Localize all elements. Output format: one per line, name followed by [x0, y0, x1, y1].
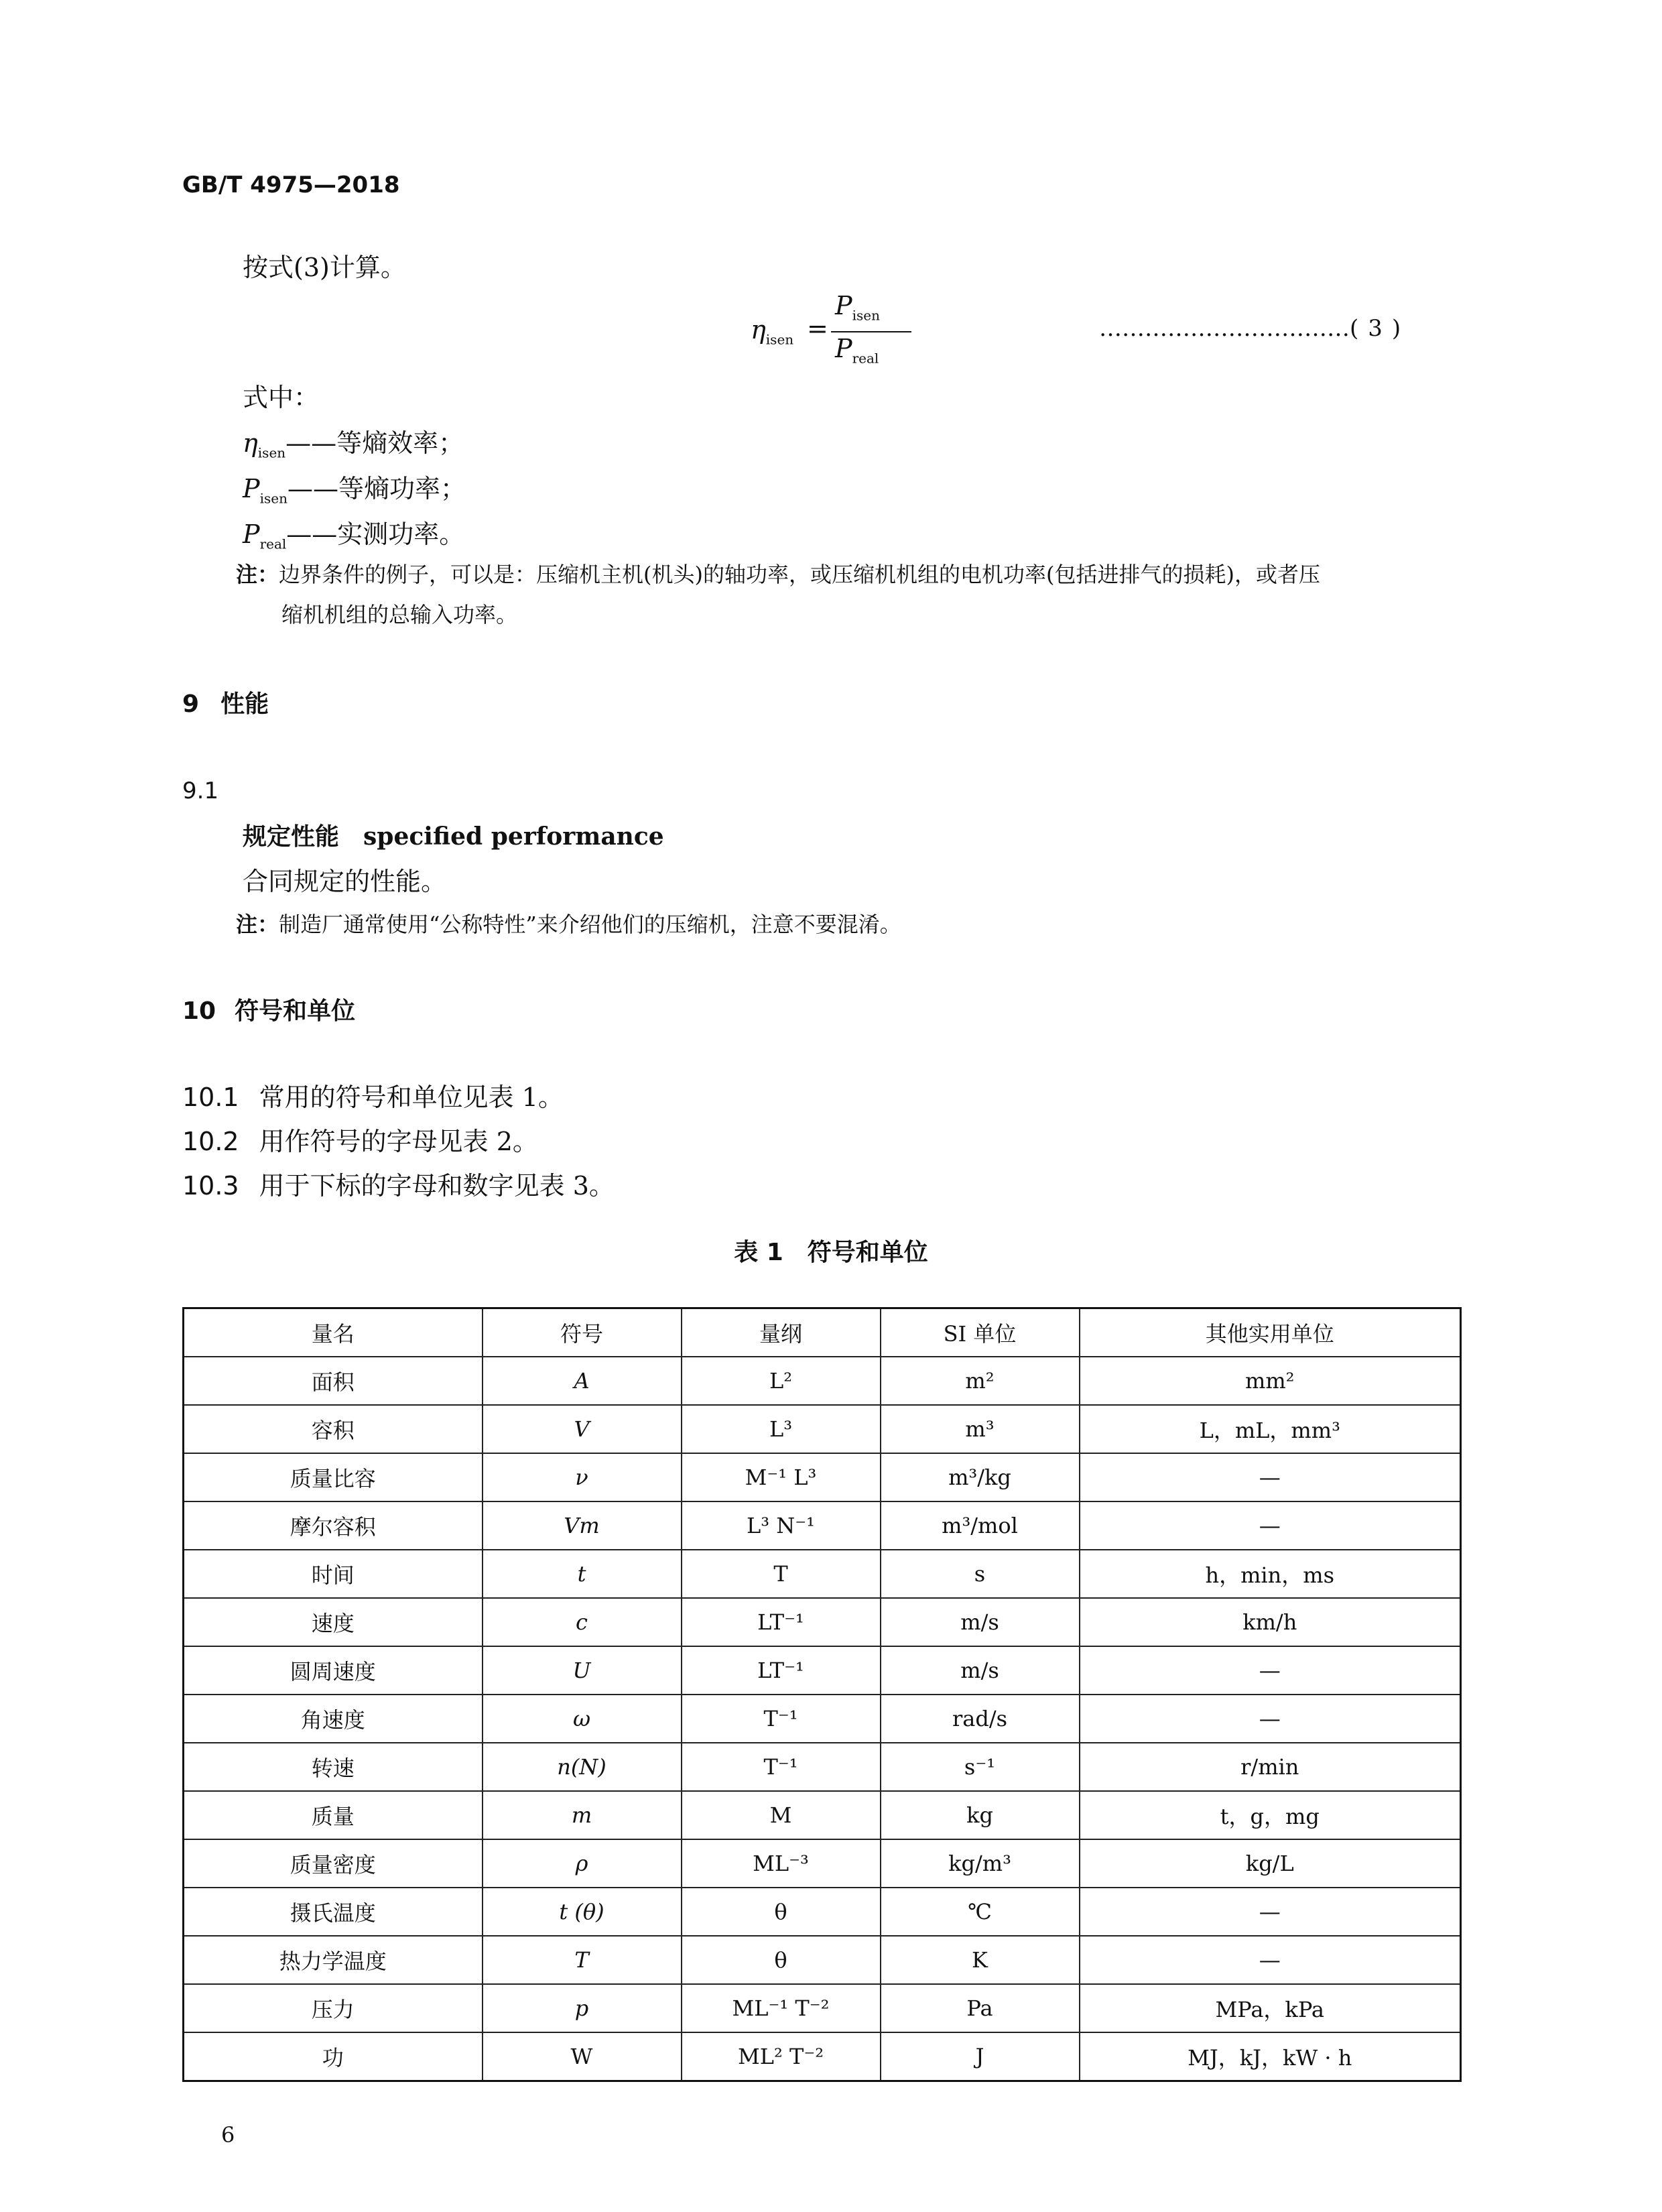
- cell-other-units: MPa，kPa: [1080, 1984, 1461, 2032]
- cell-symbol: n(N): [483, 1743, 682, 1791]
- cell-dimension: ML² T⁻²: [682, 2032, 881, 2081]
- cell-symbol: A: [483, 1357, 682, 1405]
- page-number: 6: [221, 2122, 235, 2148]
- cell-si-unit: m²: [881, 1357, 1080, 1405]
- cell-symbol: p: [483, 1984, 682, 2032]
- calc-text: 按式(3)计算。: [243, 253, 406, 282]
- where-heading: 式中：: [243, 383, 320, 412]
- cell-si-unit: m³/kg: [881, 1453, 1080, 1501]
- clause-9-1-number: 9.1: [182, 778, 219, 804]
- table-row: [184, 1550, 1461, 1598]
- table-1-caption: 表 1 符号和单位: [734, 1239, 928, 1266]
- where-item-real-power: $P_{real}——$实测功率。: [243, 519, 465, 552]
- cell-dimension: T: [682, 1550, 881, 1598]
- cell-other-units: km/h: [1080, 1598, 1461, 1646]
- cell-other-units: MJ，kJ，kW · h: [1080, 2032, 1461, 2081]
- header-other-units: 其他实用单位: [1080, 1308, 1461, 1357]
- table-row: [184, 1453, 1461, 1501]
- term-entry: 规定性能 specified performance: [243, 822, 664, 851]
- cell-symbol: ω: [483, 1695, 682, 1743]
- header-quantity: 量名: [184, 1308, 483, 1357]
- cell-si-unit: J: [881, 2032, 1080, 2081]
- cell-other-units: —: [1080, 1888, 1461, 1936]
- formula-equals: =: [807, 314, 828, 343]
- cell-dimension: L³: [682, 1405, 881, 1453]
- table-row: [184, 1501, 1461, 1550]
- cell-quantity: 角速度: [184, 1695, 483, 1743]
- cell-symbol: ν: [483, 1453, 682, 1501]
- cell-si-unit: m³: [881, 1405, 1080, 1453]
- equation-number: ……………………………( 3 ): [1099, 315, 1401, 342]
- cell-symbol: c: [483, 1598, 682, 1646]
- clause-10-3: 10.3 用于下标的字母和数字见表 3。: [182, 1171, 615, 1201]
- note-1: 注：边界条件的例子，可以是：压缩机主机(机头)的轴功率，或压缩机机组的电机功率(包括进排气的损耗)，或者压: [236, 562, 1320, 587]
- cell-other-units: h，min，ms: [1080, 1550, 1461, 1598]
- cell-dimension: θ: [682, 1888, 881, 1936]
- cell-quantity: 质量: [184, 1791, 483, 1839]
- cell-quantity: 摩尔容积: [184, 1501, 483, 1550]
- note-1-continued: 缩机机组的总输入功率。: [281, 602, 518, 627]
- cell-dimension: M⁻¹ L³: [682, 1453, 881, 1501]
- cell-si-unit: rad/s: [881, 1695, 1080, 1743]
- cell-dimension: ML⁻¹ T⁻²: [682, 1984, 881, 2032]
- table-row: [184, 1357, 1461, 1405]
- cell-si-unit: s: [881, 1550, 1080, 1598]
- formula-3: [751, 291, 898, 369]
- cell-other-units: mm²: [1080, 1357, 1461, 1405]
- formula-denominator: $P_{real}$: [835, 334, 879, 367]
- clause-10-2: 10.2 用作符号的字母见表 2。: [182, 1127, 538, 1156]
- table-row: [184, 1791, 1461, 1839]
- cell-si-unit: Pa: [881, 1984, 1080, 2032]
- cell-quantity: 圆周速度: [184, 1646, 483, 1695]
- cell-si-unit: m/s: [881, 1646, 1080, 1695]
- cell-si-unit: ℃: [881, 1888, 1080, 1936]
- cell-symbol: V: [483, 1405, 682, 1453]
- cell-quantity: 质量比容: [184, 1453, 483, 1501]
- cell-si-unit: m/s: [881, 1598, 1080, 1646]
- cell-quantity: 容积: [184, 1405, 483, 1453]
- table-row: [184, 1405, 1461, 1453]
- cell-si-unit: kg: [881, 1791, 1080, 1839]
- cell-dimension: LT⁻¹: [682, 1598, 881, 1646]
- cell-si-unit: s⁻¹: [881, 1743, 1080, 1791]
- cell-quantity: 功: [184, 2032, 483, 2081]
- cell-dimension: M: [682, 1791, 881, 1839]
- header-si-unit: SI 单位: [881, 1308, 1080, 1357]
- table-header-row: [184, 1308, 1461, 1357]
- table-row: [184, 1888, 1461, 1936]
- cell-dimension: L²: [682, 1357, 881, 1405]
- cell-symbol: U: [483, 1646, 682, 1695]
- table-row: [184, 1646, 1461, 1695]
- cell-quantity: 压力: [184, 1984, 483, 2032]
- cell-other-units: —: [1080, 1936, 1461, 1984]
- term-definition: 合同规定的性能。: [243, 867, 447, 896]
- table-body: [184, 1357, 1461, 2081]
- cell-symbol: t: [483, 1550, 682, 1598]
- cell-dimension: T⁻¹: [682, 1743, 881, 1791]
- cell-si-unit: kg/m³: [881, 1839, 1080, 1888]
- formula-lhs: $\eta_{isen}$: [751, 315, 794, 348]
- cell-symbol: t (θ): [483, 1888, 682, 1936]
- cell-symbol: ρ: [483, 1839, 682, 1888]
- table-row: [184, 2032, 1461, 2081]
- cell-si-unit: K: [881, 1936, 1080, 1984]
- cell-dimension: ML⁻³: [682, 1839, 881, 1888]
- header-dimension: 量纲: [682, 1308, 881, 1357]
- cell-other-units: kg/L: [1080, 1839, 1461, 1888]
- formula-numerator: $P_{isen}$: [835, 291, 880, 324]
- cell-other-units: —: [1080, 1695, 1461, 1743]
- cell-quantity: 速度: [184, 1598, 483, 1646]
- header-symbol: 符号: [483, 1308, 682, 1357]
- table-row: [184, 1743, 1461, 1791]
- section-9-heading: 9 性能: [182, 690, 269, 718]
- cell-other-units: r/min: [1080, 1743, 1461, 1791]
- cell-other-units: —: [1080, 1646, 1461, 1695]
- cell-quantity: 质量密度: [184, 1839, 483, 1888]
- cell-other-units: —: [1080, 1501, 1461, 1550]
- cell-symbol: m: [483, 1791, 682, 1839]
- cell-dimension: θ: [682, 1936, 881, 1984]
- section-10-heading: 10 符号和单位: [182, 997, 356, 1025]
- note-2: 注：制造厂通常使用“公称特性”来介绍他们的压缩机，注意不要混淆。: [236, 912, 901, 937]
- table-row: [184, 1984, 1461, 2032]
- table-symbols-units: [182, 1307, 1462, 2082]
- cell-dimension: L³ N⁻¹: [682, 1501, 881, 1550]
- standard-id: GB/T 4975—2018: [182, 172, 400, 198]
- cell-dimension: T⁻¹: [682, 1695, 881, 1743]
- table-row: [184, 1598, 1461, 1646]
- cell-si-unit: m³/mol: [881, 1501, 1080, 1550]
- cell-quantity: 转速: [184, 1743, 483, 1791]
- table-row: [184, 1936, 1461, 1984]
- clause-10-1: 10.1 常用的符号和单位见表 1。: [182, 1083, 564, 1112]
- where-item-efficiency: $\eta_{isen}——$等熵效率；: [243, 428, 464, 461]
- cell-other-units: L，mL，mm³: [1080, 1405, 1461, 1453]
- cell-quantity: 热力学温度: [184, 1936, 483, 1984]
- cell-symbol: T: [483, 1936, 682, 1984]
- table-row: [184, 1695, 1461, 1743]
- cell-other-units: t，g，mg: [1080, 1791, 1461, 1839]
- cell-quantity: 时间: [184, 1550, 483, 1598]
- cell-quantity: 摄氏温度: [184, 1888, 483, 1936]
- cell-other-units: —: [1080, 1453, 1461, 1501]
- where-item-isen-power: $P_{isen}——$等熵功率；: [243, 474, 466, 507]
- cell-symbol: Vm: [483, 1501, 682, 1550]
- cell-symbol: W: [483, 2032, 682, 2081]
- table-row: [184, 1839, 1461, 1888]
- cell-dimension: LT⁻¹: [682, 1646, 881, 1695]
- fraction-line: [831, 331, 911, 332]
- cell-quantity: 面积: [184, 1357, 483, 1405]
